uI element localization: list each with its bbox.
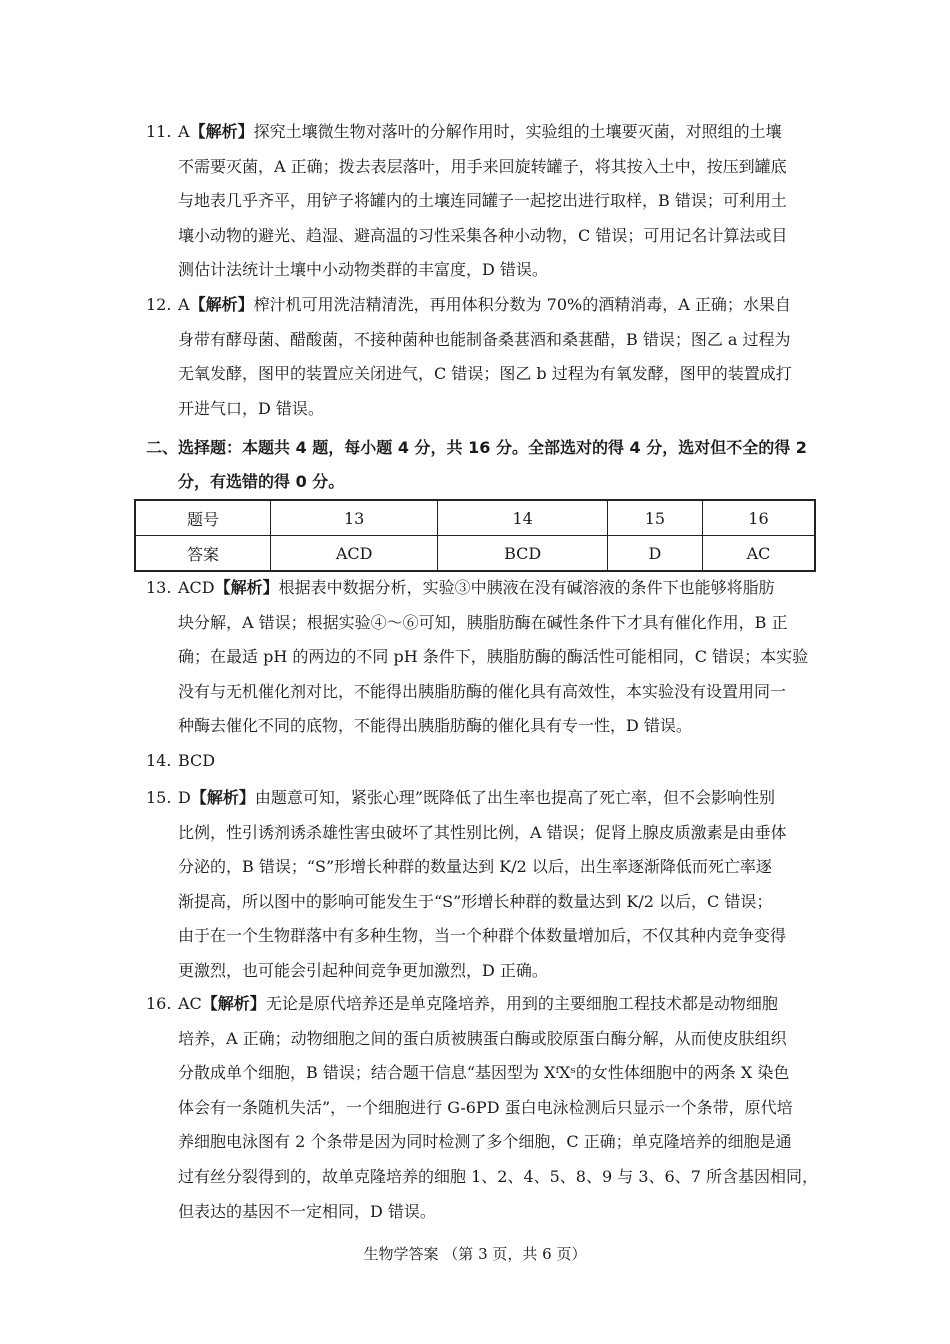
item-line: 不需要灭菌，A 正确；拨去表层落叶，用手来回旋转罐子，将其按入土中，按压到罐底: [178, 156, 787, 176]
answer-item-13: [146, 571, 808, 744]
answer-table: [134, 499, 816, 572]
analysis-marker: 【解析】: [214, 578, 279, 597]
item-line: A【解析】探究土壤微生物对落叶的分解作用时，实验组的土壤要灭菌，对照组的土壤: [178, 122, 782, 141]
answer-item-12: [146, 288, 808, 426]
item-line: 比例，性引诱剂诱杀雄性害虫破坏了其性别比例，A 错误；促肾上腺皮质激素是由垂体: [178, 822, 787, 842]
item-line: 养细胞电泳图有 2 个条带是因为同时检测了多个细胞，C 正确；单克隆培养的细胞是通: [178, 1132, 792, 1152]
item-line: 没有与无机催化剂对比，不能得出胰脂肪酶的催化具有高效性，本实验没有设置用同一: [178, 681, 787, 701]
table-cell: AC: [702, 536, 815, 572]
item-line: 与地表几乎齐平，用铲子将罐内的土壤连同罐子一起挖出进行取样，B 错误；可利用土: [178, 191, 787, 211]
item-line: BCD: [178, 751, 216, 770]
item-number: 11.: [146, 122, 172, 141]
table-row-label: 答案: [135, 536, 271, 572]
item-line: A【解析】榨汁机可用洗洁精清洗，再用体积分数为 70%的酒精消毒，A 正确；水果自: [178, 295, 791, 314]
item-line: 培养，A 正确；动物细胞之间的蛋白质被胰蛋白酶或胶原蛋白酶分解，从而使皮肤组织: [178, 1028, 787, 1048]
item-line: 无氧发酵，图甲的装置应关闭进气，C 错误；图乙 b 过程为有氧发酵，图甲的装置成打: [178, 364, 792, 384]
item-line: ACD【解析】根据表中数据分析，实验③中胰液在没有碱溶液的条件下也能够将脂肪: [178, 578, 775, 597]
item-body: [178, 115, 808, 288]
answer-item-11: [146, 115, 808, 288]
item-body: [178, 987, 818, 1229]
page-footer: 生物学答案 （第 3 页，共 6 页）: [363, 1245, 587, 1263]
table-cell: 15: [607, 500, 702, 536]
item-number: 12.: [146, 295, 172, 314]
item-line: AC【解析】无论是原代培养还是单克隆培养，用到的主要细胞工程技术都是动物细胞: [178, 994, 778, 1013]
item-line: 测估计法统计土壤中小动物类群的丰富度，D 错误。: [178, 260, 548, 280]
section-two-heading: [146, 431, 808, 499]
answer-item-15: [146, 781, 808, 989]
item-body: [178, 744, 808, 779]
table-row-label: 题号: [135, 500, 271, 536]
analysis-marker: 【解析】: [189, 122, 254, 141]
item-line: 分散成单个细胞，B 错误；结合题干信息“基因型为 XᶠXˢ的女性体细胞中的两条 X 染色: [178, 1063, 790, 1083]
analysis-marker: 【解析】: [190, 788, 255, 807]
item-line: 开进气口，D 错误。: [178, 398, 324, 418]
item-line: 身带有酵母菌、醋酸菌，不接种菌种也能制备桑葚酒和桑葚醋，B 错误；图乙 a 过程为: [178, 329, 791, 349]
item-number: 13.: [146, 578, 172, 597]
item-number: 15.: [146, 788, 172, 807]
item-line: 但表达的基因不一定相同，D 错误。: [178, 1201, 436, 1221]
item-body: [178, 571, 808, 744]
table-cell: 13: [271, 500, 438, 536]
item-line: 体会有一条随机失活”，一个细胞进行 G-6PD 蛋白电泳检测后只显示一个条带，原代培: [178, 1097, 793, 1117]
section-heading-line: 二、选择题：本题共 4 题，每小题 4 分，共 16 分。全部选对的得 4 分，选对但不全的得 2: [146, 438, 807, 457]
analysis-marker: 【解析】: [201, 994, 266, 1013]
item-body: [178, 288, 808, 426]
item-number: 16.: [146, 994, 172, 1013]
table-cell: ACD: [271, 536, 438, 572]
item-line: 渐提高，所以图中的影响可能发生于“S”形增长种群的数量达到 K/2 以后，C 错误；: [178, 891, 773, 911]
item-line: 更激烈，也可能会引起种间竞争更加激烈，D 正确。: [178, 960, 548, 980]
table-cell: BCD: [438, 536, 608, 572]
answer-item-16: [146, 987, 818, 1229]
table-row: [135, 500, 815, 536]
table-cell: 14: [438, 500, 608, 536]
item-body: [178, 781, 808, 989]
item-line: 种酶去催化不同的底物，不能得出胰脂肪酶的催化具有专一性，D 错误。: [178, 716, 692, 736]
item-line: D【解析】由题意可知，紧张心理”既降低了出生率也提高了死亡率，但不会影响性别: [178, 788, 776, 807]
table-cell: 16: [702, 500, 815, 536]
item-line: 过有丝分裂得到的，故单克隆培养的细胞 1、2、4、5、8、9 与 3、6、7 所含基因相同，: [178, 1166, 818, 1186]
analysis-marker: 【解析】: [189, 295, 254, 314]
item-line: 确；在最适 pH 的两边的不同 pH 条件下，胰脂肪酶的酶活性可能相同，C 错误；本实验: [178, 647, 809, 667]
item-line: 分泌的，B 错误；“S”形增长种群的数量达到 K/2 以后，出生率逐渐降低而死亡率逐: [178, 857, 772, 877]
item-line: 由于在一个生物群落中有多种生物，当一个种群个体数量增加后，不仅其种内竞争变得: [178, 926, 787, 946]
answer-item-14: [146, 744, 808, 779]
item-line: 块分解，A 错误；根据实验④～⑥可知，胰脂肪酶在碱性条件下才具有催化作用，B 正: [178, 612, 788, 632]
table-row: [135, 536, 815, 572]
table-cell: D: [607, 536, 702, 572]
section-heading-line: 分，有选错的得 0 分。: [178, 472, 345, 491]
item-number: 14.: [146, 751, 172, 770]
item-line: 壤小动物的避光、趋湿、避高温的习性采集各种小动物，C 错误；可用记名计算法或目: [178, 225, 788, 245]
